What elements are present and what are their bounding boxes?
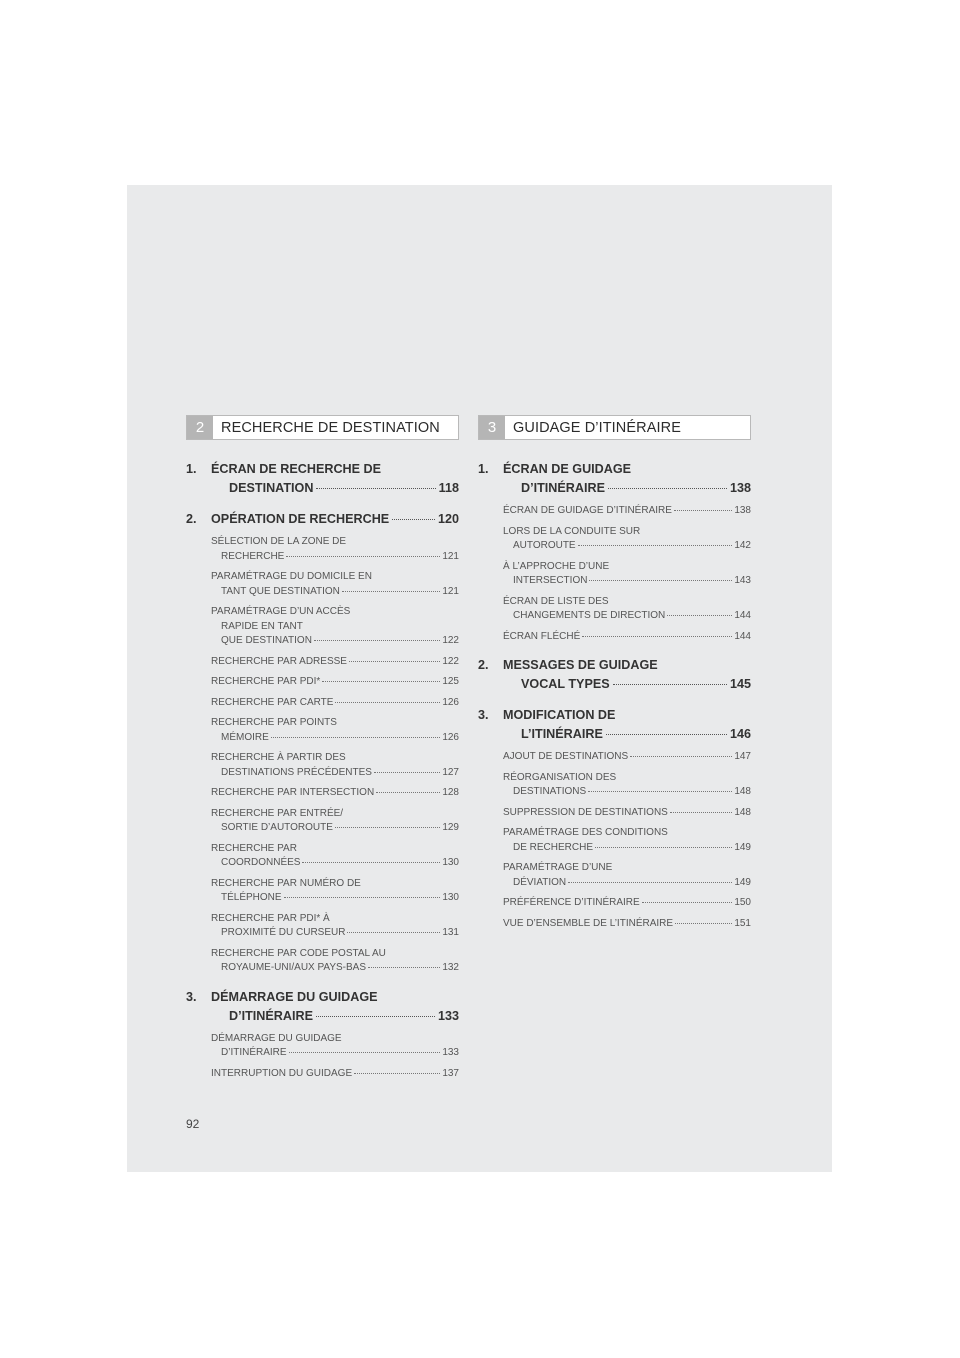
- dot-leader: [675, 923, 732, 924]
- chapter-title-line: VOCAL TYPES: [521, 677, 610, 691]
- subsection-entry[interactable]: [503, 504, 751, 519]
- dot-leader: [289, 1052, 441, 1053]
- subsection-page: 148: [734, 786, 751, 797]
- subsection-title-line: LORS DE LA CONDUITE SUR: [503, 525, 641, 537]
- dot-leader: [316, 488, 435, 489]
- subsection-page: 125: [442, 676, 459, 687]
- subsection-title-line: ROYAUME-UNI/AUX PAYS-BAS: [221, 962, 367, 973]
- chapter-number: 1.: [478, 462, 489, 476]
- toc-chapter: [478, 656, 751, 694]
- dot-leader: [342, 591, 440, 592]
- dot-leader: [568, 882, 732, 883]
- chapter-entry[interactable]: [186, 460, 459, 498]
- dot-leader: [271, 737, 441, 738]
- subsection-title-line: DESTINATIONS: [513, 786, 587, 797]
- subsection-entry[interactable]: [211, 1067, 459, 1082]
- chapter-title-last: [211, 510, 459, 529]
- chapter-page: 145: [729, 677, 751, 691]
- subsection-title-line: RECHERCHE PAR POINTS: [211, 717, 337, 728]
- toc-list: [478, 460, 751, 931]
- dot-leader: [354, 1073, 440, 1074]
- subsection-page: 138: [734, 505, 751, 516]
- subsection-page: 126: [442, 731, 459, 743]
- subsection-title-line: SÉLECTION DE LA ZONE DE: [211, 536, 347, 547]
- dot-leader: [595, 847, 732, 848]
- subsection-page: 144: [734, 630, 751, 642]
- subsection-row: [503, 504, 751, 519]
- subsection-entry[interactable]: [211, 570, 459, 599]
- subsection-title-line: ÉCRAN DE LISTE DES: [503, 595, 609, 607]
- subsection-entry[interactable]: [211, 696, 459, 711]
- subsection-title-line: DÉVIATION: [513, 876, 567, 888]
- subsection-entry[interactable]: [211, 535, 459, 564]
- chapter-title-line: DESTINATION: [229, 481, 314, 495]
- subsection-page: 149: [734, 841, 751, 853]
- subsection-title-line: TÉLÉPHONE: [221, 892, 282, 903]
- subsection-row: [503, 574, 751, 589]
- dot-leader: [302, 862, 440, 863]
- page-number: 92: [186, 1117, 200, 1131]
- dot-leader: [670, 812, 732, 813]
- chapter-entry[interactable]: [186, 988, 459, 1026]
- dot-leader: [286, 556, 440, 557]
- subsection-title-line: INTERRUPTION DU GUIDAGE: [211, 1067, 353, 1079]
- subsection-row: [211, 786, 459, 801]
- subsection-title-line: D’ITINÉRAIRE: [221, 1047, 287, 1058]
- dot-leader: [347, 932, 440, 933]
- subsection-title-line: SUPPRESSION DE DESTINATIONS: [503, 806, 668, 818]
- toc-chapter: [186, 510, 459, 976]
- subsection-page: 129: [442, 822, 459, 833]
- subsection-entry[interactable]: [503, 806, 751, 821]
- subsection-row: [211, 961, 459, 976]
- chapter-number: 1.: [186, 462, 197, 476]
- dot-leader: [667, 615, 732, 616]
- chapter-title-line: MESSAGES DE GUIDAGE: [503, 658, 658, 672]
- subsection-title-line: SORTIE D’AUTOROUTE: [221, 822, 333, 833]
- subsection-page: 121: [442, 550, 459, 562]
- subsection-entry[interactable]: [211, 912, 459, 941]
- section-number: 2: [187, 416, 213, 439]
- subsection-entry[interactable]: [503, 861, 751, 890]
- subsection-entry[interactable]: [503, 917, 751, 932]
- subsection-list: [186, 535, 459, 976]
- subsection-title-line: RECHERCHE PAR: [211, 842, 297, 854]
- subsection-page: 122: [442, 635, 459, 646]
- subsection-title-line: PARAMÉTRAGE D’UNE: [503, 862, 613, 873]
- subsection-entry[interactable]: [211, 1032, 459, 1061]
- dot-leader: [613, 684, 727, 685]
- subsection-row: [211, 821, 459, 836]
- subsection-title-line: COORDONNÉES: [221, 857, 301, 868]
- subsection-row: [503, 785, 751, 800]
- subsection-entry[interactable]: [503, 826, 751, 855]
- subsection-page: 142: [734, 540, 751, 551]
- chapter-entry[interactable]: [478, 656, 751, 694]
- subsection-title-line: PROXIMITÉ DU CURSEUR: [221, 927, 346, 938]
- chapter-title-line: D’ITINÉRAIRE: [229, 1008, 313, 1023]
- subsection-title-line: PARAMÉTRAGE D’UN ACCÈS: [211, 606, 351, 617]
- chapter-page: 138: [729, 481, 751, 495]
- chapter-page: 146: [729, 727, 751, 741]
- subsection-page: 137: [442, 1067, 459, 1079]
- section-number: 3: [479, 416, 505, 439]
- dot-leader: [578, 545, 733, 546]
- subsection-row: [503, 609, 751, 624]
- chapter-title-last: [211, 479, 459, 498]
- subsection-entry[interactable]: [211, 605, 459, 649]
- chapter-entry[interactable]: [478, 706, 751, 744]
- subsection-entry[interactable]: [211, 842, 459, 871]
- subsection-row: [211, 675, 459, 690]
- subsection-title-line: RECHERCHE PAR PDI* À: [211, 912, 330, 924]
- subsection-entry[interactable]: [211, 807, 459, 836]
- subsection-entry[interactable]: [503, 525, 751, 554]
- subsection-list: [478, 504, 751, 644]
- subsection-title-line: QUE DESTINATION: [221, 635, 312, 646]
- chapter-number: 2.: [478, 658, 489, 672]
- dot-leader: [674, 510, 732, 511]
- subsection-title-line: RECHERCHE: [221, 550, 285, 562]
- subsection-page: 126: [442, 696, 459, 708]
- section-header: [186, 415, 459, 440]
- dot-leader: [608, 488, 727, 489]
- toc-chapter: [478, 460, 751, 644]
- subsection-page: 133: [442, 1047, 459, 1058]
- subsection-page: 144: [734, 610, 751, 621]
- section-title: RECHERCHE DE DESTINATION: [221, 419, 440, 436]
- toc-column-left: [186, 415, 459, 1093]
- chapter-title-line: MODIFICATION DE: [503, 708, 616, 722]
- subsection-title-line: DESTINATIONS PRÉCÉDENTES: [221, 766, 372, 778]
- subsection-row: [503, 876, 751, 891]
- subsection-row: [211, 634, 459, 649]
- toc-chapter: [186, 460, 459, 498]
- dot-leader: [606, 734, 727, 735]
- chapter-title-line: ÉCRAN DE RECHERCHE DE: [211, 462, 382, 476]
- dot-leader: [642, 902, 733, 903]
- subsection-title-line: RECHERCHE À PARTIR DES: [211, 752, 346, 763]
- subsection-row: [211, 766, 459, 781]
- subsection-row: [211, 926, 459, 941]
- subsection-title-line: RECHERCHE PAR ADRESSE: [211, 655, 347, 667]
- subsection-page: 131: [442, 927, 459, 938]
- dot-leader: [284, 897, 441, 898]
- subsection-title-line: PARAMÉTRAGE DU DOMICILE EN: [211, 571, 372, 582]
- subsection-title-line: RECHERCHE PAR INTERSECTION: [211, 787, 375, 798]
- dot-leader: [582, 636, 732, 637]
- subsection-entry[interactable]: [503, 771, 751, 800]
- subsection-page: 132: [442, 962, 459, 973]
- chapter-title-last: [503, 725, 751, 744]
- chapter-number: 3.: [186, 989, 197, 1004]
- subsection-entry[interactable]: [503, 595, 751, 624]
- subsection-title-line: CHANGEMENTS DE DIRECTION: [513, 610, 666, 621]
- subsection-row: [503, 917, 751, 932]
- subsection-page: 148: [734, 806, 751, 818]
- subsection-entry[interactable]: [211, 877, 459, 906]
- toc-column-right: [478, 415, 751, 943]
- subsection-title-line: DÉMARRAGE DU GUIDAGE: [211, 1032, 342, 1044]
- subsection-row: [503, 806, 751, 821]
- subsection-row: [211, 891, 459, 906]
- toc-chapter: [478, 706, 751, 931]
- subsection-row: [503, 539, 751, 554]
- subsection-row: [503, 630, 751, 645]
- subsection-entry[interactable]: [211, 786, 459, 801]
- dot-leader: [335, 702, 440, 703]
- chapter-number: 2.: [186, 512, 197, 526]
- subsection-entry[interactable]: [503, 560, 751, 589]
- subsection-page: 121: [442, 585, 459, 597]
- chapter-title-line: ÉCRAN DE GUIDAGE: [503, 462, 632, 476]
- subsection-title-line: RECHERCHE PAR CODE POSTAL AU: [211, 947, 386, 959]
- dot-leader: [374, 772, 440, 773]
- subsection-entry[interactable]: [503, 750, 751, 765]
- subsection-title-line: INTERSECTION: [513, 575, 588, 586]
- subsection-entry[interactable]: [211, 947, 459, 976]
- section-title: GUIDAGE D’ITINÉRAIRE: [513, 419, 681, 436]
- subsection-title-line: PARAMÉTRAGE DES CONDITIONS: [503, 827, 668, 838]
- subsection-title-line: RÉORGANISATION DES: [503, 771, 617, 783]
- toc-chapter: [186, 988, 459, 1082]
- subsection-page: 130: [442, 892, 459, 903]
- section-header: [478, 415, 751, 440]
- subsection-page: 149: [734, 876, 751, 888]
- subsection-entry[interactable]: [211, 655, 459, 670]
- dot-leader: [322, 681, 440, 682]
- chapter-page: 120: [437, 512, 459, 526]
- subsection-title-line: ÉCRAN DE GUIDAGE D’ITINÉRAIRE: [503, 505, 672, 516]
- subsection-title-line: RECHERCHE PAR CARTE: [211, 696, 334, 708]
- subsection-title-line: ÉCRAN FLÉCHÉ: [503, 630, 581, 642]
- subsection-page: 147: [734, 751, 751, 762]
- subsection-row: [211, 655, 459, 670]
- subsection-title-line: À L’APPROCHE D’UNE: [503, 560, 610, 572]
- subsection-row: [503, 841, 751, 856]
- dot-leader: [335, 827, 440, 828]
- subsection-entry[interactable]: [211, 675, 459, 690]
- subsection-title-line: RECHERCHE PAR NUMÉRO DE: [211, 877, 361, 889]
- dot-leader: [630, 756, 732, 757]
- chapter-entry[interactable]: [186, 510, 459, 529]
- chapter-title-line: OPÉRATION DE RECHERCHE: [211, 512, 390, 526]
- subsection-title-line: RECHERCHE PAR PDI*: [211, 676, 321, 687]
- subsection-page: 150: [734, 897, 751, 908]
- subsection-title-line: RAPIDE EN TANT: [221, 620, 303, 632]
- subsection-page: 151: [734, 917, 751, 929]
- dot-leader: [392, 519, 435, 520]
- chapter-title-line: L’ITINÉRAIRE: [521, 727, 603, 741]
- subsection-row: [211, 585, 459, 600]
- subsection-row: [503, 896, 751, 911]
- subsection-page: 143: [734, 575, 751, 586]
- dot-leader: [349, 661, 440, 662]
- subsection-page: 128: [442, 787, 459, 798]
- subsection-page: 127: [442, 766, 459, 778]
- subsection-title-line: VUE D’ENSEMBLE DE L’ITINÉRAIRE: [503, 917, 674, 929]
- subsection-row: [211, 696, 459, 711]
- subsection-entry[interactable]: [503, 630, 751, 645]
- dot-leader: [589, 580, 732, 581]
- dot-leader: [588, 791, 732, 792]
- chapter-number: 3.: [478, 708, 489, 722]
- subsection-entry[interactable]: [211, 751, 459, 780]
- subsection-title-line: DE RECHERCHE: [513, 841, 594, 853]
- chapter-title-last: [211, 1007, 459, 1026]
- subsection-list: [478, 750, 751, 931]
- subsection-title-line: AUTOROUTE: [513, 540, 576, 551]
- subsection-title-line: AJOUT DE DESTINATIONS: [503, 751, 629, 762]
- subsection-page: 130: [442, 857, 459, 868]
- chapter-title-line: D’ITINÉRAIRE: [521, 481, 605, 495]
- chapter-title-line: DÉMARRAGE DU GUIDAGE: [211, 989, 378, 1004]
- subsection-page: 122: [442, 655, 459, 667]
- subsection-row: [211, 550, 459, 565]
- subsection-row: [211, 731, 459, 746]
- toc-list: [186, 460, 459, 1081]
- subsection-row: [211, 856, 459, 871]
- subsection-title-line: MÉMOIRE: [221, 731, 269, 743]
- chapter-title-last: [503, 479, 751, 498]
- dot-leader: [368, 967, 440, 968]
- subsection-list: [186, 1032, 459, 1082]
- subsection-row: [211, 1046, 459, 1061]
- subsection-title-line: RECHERCHE PAR ENTRÉE/: [211, 807, 344, 819]
- dot-leader: [316, 1016, 435, 1017]
- dot-leader: [314, 640, 440, 641]
- subsection-row: [211, 1067, 459, 1082]
- subsection-entry[interactable]: [211, 716, 459, 745]
- subsection-entry[interactable]: [503, 896, 751, 911]
- subsection-title-line: TANT QUE DESTINATION: [221, 585, 340, 597]
- chapter-page: 118: [438, 481, 459, 495]
- dot-leader: [376, 792, 440, 793]
- chapter-page: 133: [437, 1008, 459, 1023]
- subsection-row: [503, 750, 751, 765]
- chapter-entry[interactable]: [478, 460, 751, 498]
- subsection-title-line: PRÉFÉRENCE D’ITINÉRAIRE: [503, 897, 640, 908]
- chapter-title-last: [503, 675, 751, 694]
